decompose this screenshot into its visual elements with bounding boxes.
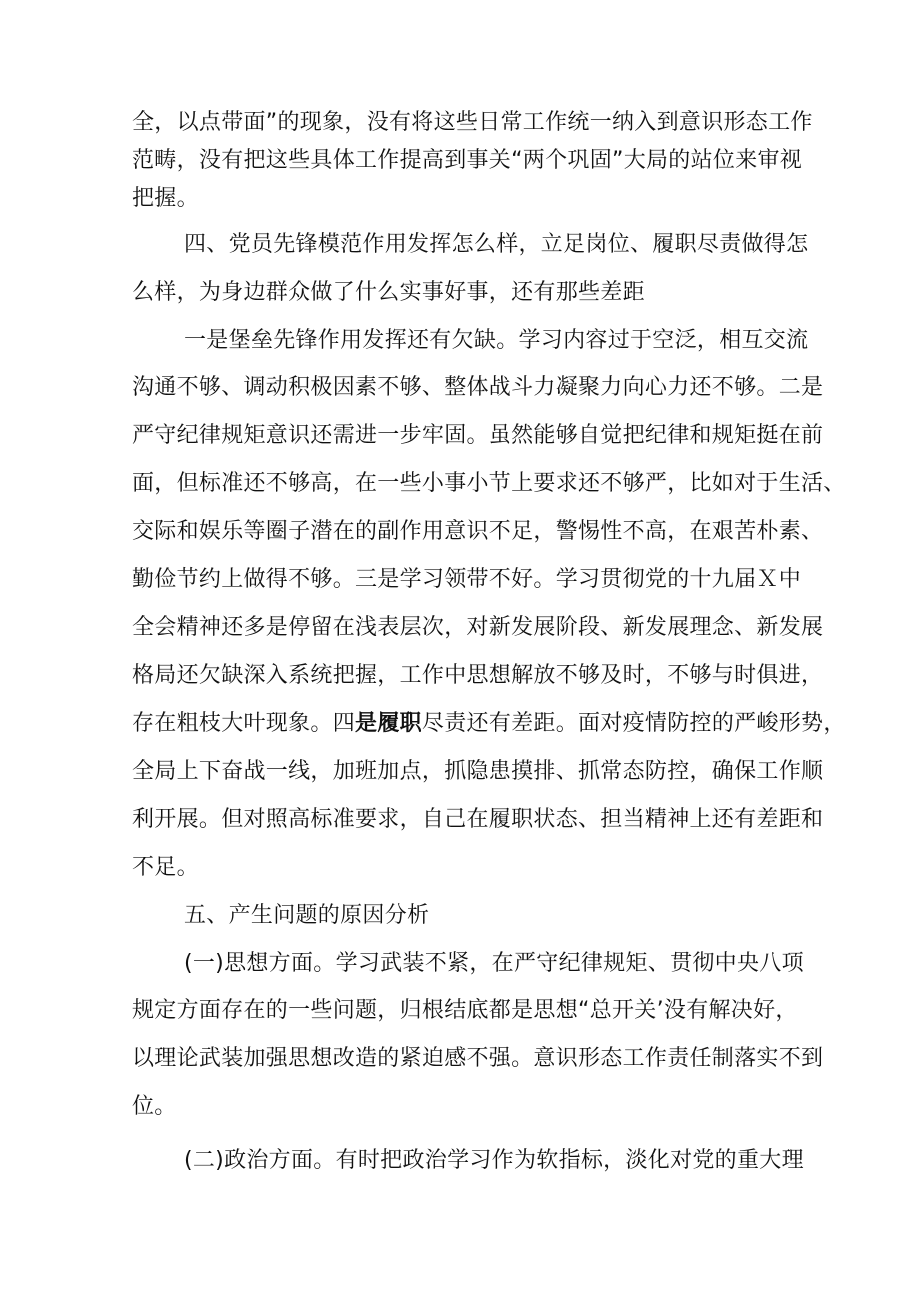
paragraph-text-line: 全会精神还多是停留在浅表层次，对新发展阶段、新发展理念、新发展 <box>132 615 824 640</box>
paragraph-text-line: 一是堡垒先锋作用发挥还有欠缺。学习内容过于空泛，相互交流 <box>184 328 809 353</box>
section-heading-4-cont: 么样，为身边群众做了什么实事好事，还有那些差距 <box>132 280 645 305</box>
section-heading-5: 五、产生问题的原因分析 <box>184 903 430 928</box>
paragraph-text-line: 规定方面存在的一些问题，归根结底都是思想“总开关’没有解决好， <box>132 998 798 1023</box>
paragraph-text-line: (一)思想方面。学习武装不紧，在严守纪律规矩、贯彻中央八项 <box>184 951 804 976</box>
body-text-line: 把握。 <box>132 186 199 211</box>
section-heading-4: 四、党员先锋模范作用发挥怎么样，立足岗位、履职尽责做得怎 <box>184 232 809 257</box>
paragraph-text-line: 以理论武装加强思想改造的紧迫感不强。意识形态工作责任制落实不到 <box>132 1046 824 1071</box>
paragraph-text-line: (二)政治方面。有时把政治学习作为软指标，淡化对党的重大理 <box>184 1148 804 1173</box>
paragraph-text-line: 全局上下奋战一线，加班加点，抓隐患摸排、抓常态防控，确保工作顺 <box>132 759 824 784</box>
bold-text-run: 是履职 <box>355 711 422 736</box>
paragraph-text-line: 严守纪律规矩意识还需进一步牢固。虽然能够自觉把纪律和规矩挺在前 <box>132 423 824 448</box>
paragraph-text-line: 利开展。但对照高标准要求，自己在履职状态、担当精神上还有差距和 <box>132 807 824 832</box>
text-run: 尽责还有差距。面对疫情防控的严峻形势， <box>421 711 846 736</box>
paragraph-text-line: 不足。 <box>132 855 199 880</box>
paragraph-text-line: 交际和娱乐等圈子潜在的副作用意识不足，警惕性不高，在艰苦朴素、 <box>132 519 824 544</box>
paragraph-text-line: 沟通不够、调动积极因素不够、整体战斗力凝聚力向心力还不够。二是 <box>132 375 824 400</box>
paragraph-text-line <box>132 709 846 739</box>
paragraph-text-line: 勤俭节约上做得不够。三是学习领带不好。学习贯彻党的十九届Ｘ中 <box>132 567 802 592</box>
paragraph-text-line: 格局还欠缺深入系统把握，工作中思想解放不够及时，不够与时俱进， <box>132 663 824 688</box>
body-text-line: 范畴，没有把这些具体工作提高到事关“两个巩固”大局的站位来审视 <box>132 148 803 173</box>
text-run: 存在粗枝大叶现象。四 <box>132 711 356 736</box>
paragraph-text-line: 面，但标准还不够高，在一些小事小节上要求还不够严，比如对于生活、 <box>132 471 846 496</box>
paragraph-text-line: 位。 <box>132 1094 177 1119</box>
body-text-line: 全，以点带面”的现象，没有将这些日常工作统一纳入到意识形态工作 <box>132 110 813 135</box>
